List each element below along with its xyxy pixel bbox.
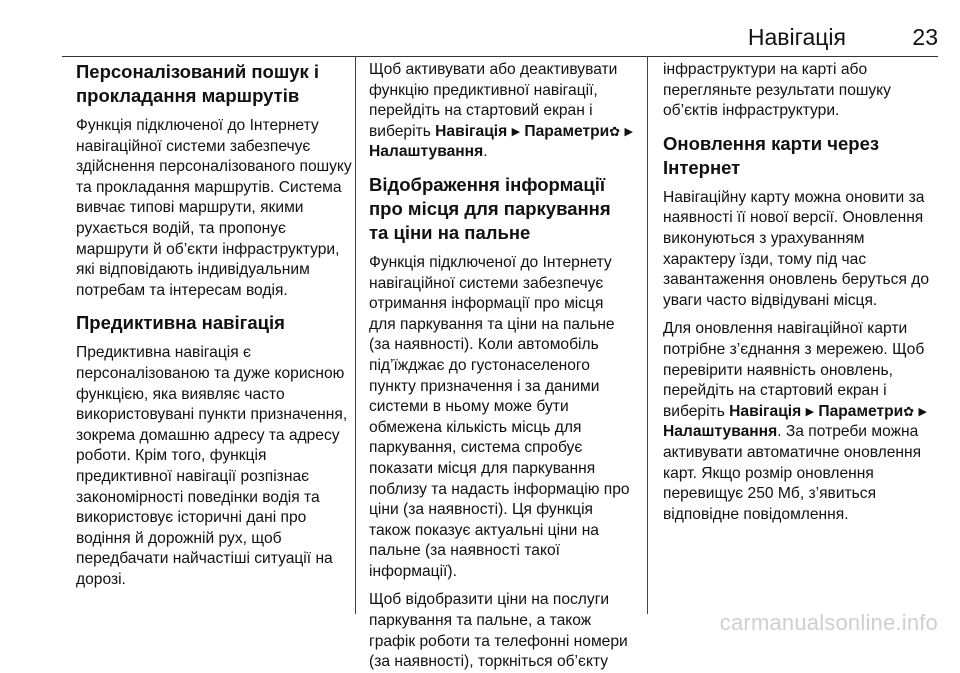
gear-icon: ✿ [903, 403, 915, 419]
menu-parameters: Параметри [818, 402, 904, 420]
paragraph-activate-predictive [369, 60, 633, 163]
arrow-right-icon: ▶ [918, 405, 927, 418]
paragraph-predictive-navigation: Предиктивна навігація є персоналізованою та дуже корисною функцією, яка виявляє часто використовувані пункти призначення, зокрема домашню адресу та адресу роботи. Крім того, функція предиктивної навігації розпізнає закономірності поведінки водія та використовує історичні дані про водіння й дорожній рух, щоб передбачати найчастіші ситуації на дорозі. [76, 344, 348, 588]
gear-icon: ✿ [609, 123, 621, 139]
column-2 [369, 60, 633, 673]
page-title: Навігація [747, 24, 846, 50]
watermark: carmanualsonline.info [719, 610, 938, 635]
menu-navigation: Навігація [729, 402, 802, 420]
column-1 [76, 60, 352, 590]
text-update-pre: Для оновлення навігаційної карти потрібне з’єднання з мережею. Щоб перевірити наявність оновлень, перейдіть на стартовий екран і виберіть [663, 320, 925, 420]
arrow-right-icon: ▶ [805, 405, 815, 418]
section-heading-predictive-navigation: Предиктивна навігація [76, 312, 285, 334]
menu-settings: Налаштування [663, 423, 778, 441]
arrow-right-icon: ▶ [624, 125, 633, 138]
column-divider-1 [355, 56, 356, 614]
section-heading-map-update: Оновлення карти через Інтернет [663, 132, 880, 178]
section-heading-parking-fuel: Відображення інформації про місця для паркування та ціни на пальне [369, 173, 611, 243]
text-activate-pre: Щоб активувати або деактивувати функцію предиктивної навігації, перейдіть на стартовий екран і виберіть [369, 61, 618, 140]
column-divider-2 [647, 56, 648, 614]
paragraph-show-prices: Щоб відобразити ціни на послуги паркування та пальне, а також графік роботи та телефонні номери (за наявності), торкніться об’єкту [369, 591, 628, 671]
menu-settings: Налаштування [369, 143, 484, 161]
column-3 [663, 60, 939, 525]
text-update-post: . За потреби можна активувати автоматичне оновлення карт. Якщо розмір оновлення перевищує 250 Мб, з’явиться відповідне повідомлення. [663, 423, 922, 523]
arrow-right-icon: ▶ [511, 125, 521, 138]
paragraph-poi-continued: інфраструктури на карті або перегляньте результати пошуку об’єктів інфраструктури. [663, 61, 891, 120]
paragraph-parking-fuel: Функція підключеної до Інтернету навігаційної системи забезпечує отримання інформації про місця для паркування та ціни на пальне (за наявності). Коли автомобіль під’їжджає до густонаселеного пункту призначення і за даними системи в ньому може бути обмежена кількість місць для паркування, система спробує показати місця для паркування поблизу та надасть інформацію про ціни (за наявності). Ця функція також показує актуальні ціни на пальне (за наявності такої інформації). [369, 253, 630, 580]
paragraph-map-update: Навігаційну карту можна оновити за наявності її нової версії. Оновлення виконуються з урахуванням характеру їзди, тому під час завантаження оновлень беруться до уваги часто відвідувані місця. [663, 188, 930, 309]
menu-navigation: Навігація [435, 122, 508, 140]
menu-parameters: Параметри [524, 122, 610, 140]
paragraph-update-instructions [663, 319, 939, 525]
page-header [62, 22, 938, 54]
section-heading-personalized-search: Персоналізований пошук і прокладання маршрутів [76, 61, 320, 106]
text-activate-post: . [483, 143, 488, 161]
page-number: 23 [912, 24, 938, 50]
header-rule [62, 56, 938, 57]
paragraph-personalized-search: Функція підключеної до Інтернету навігаційної системи забезпечує здійснення персоналізованого пошуку та прокладання маршрутів. Система вивчає типові маршрути, якими рухається водій, та пропонує маршрути й об’єкти інфраструктури, які відповідають індивідуальним потребам та інтересам водія. [76, 117, 352, 299]
